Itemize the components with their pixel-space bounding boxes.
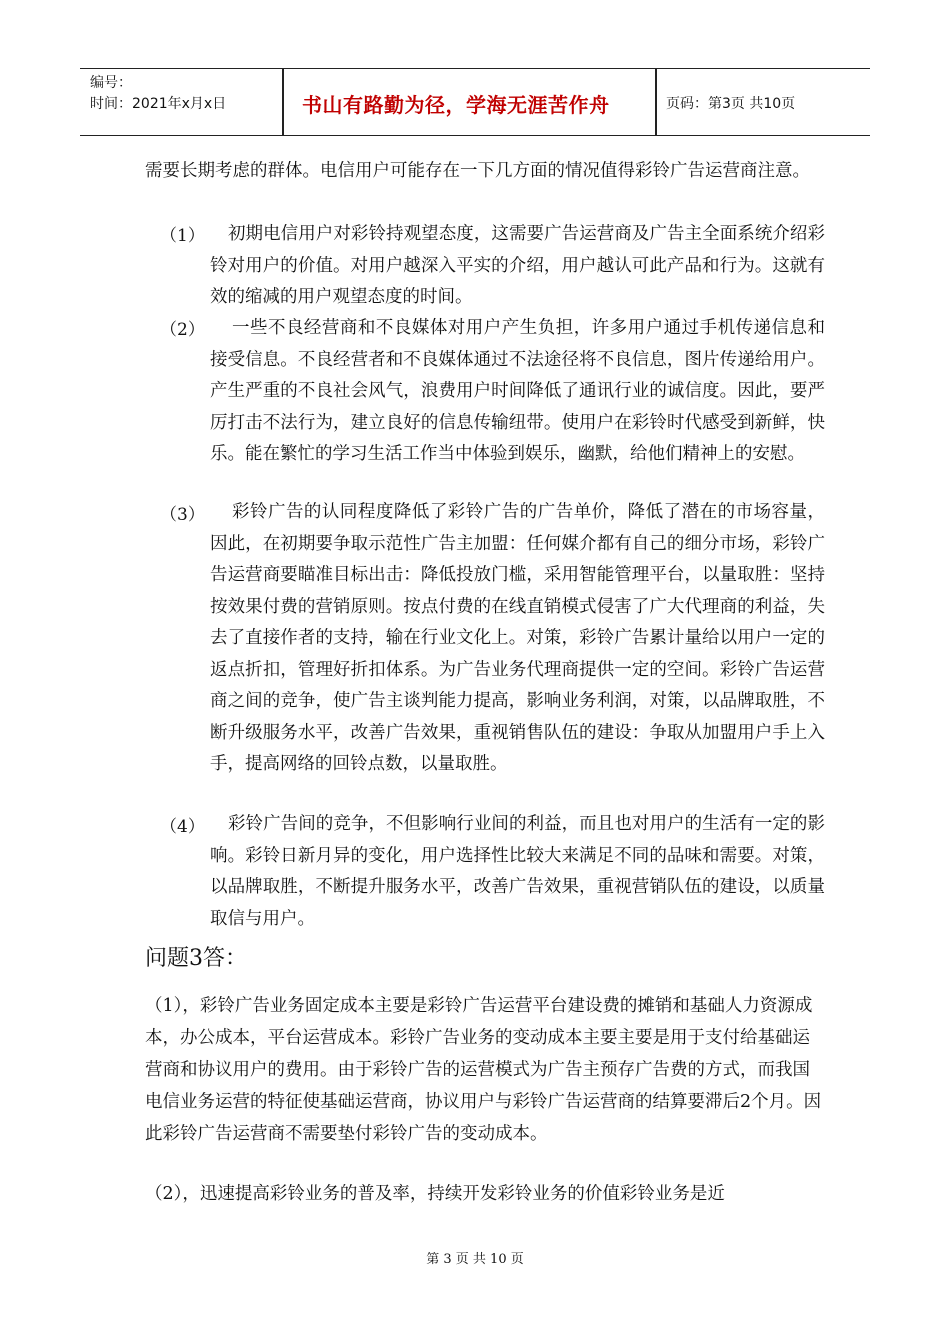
- header-page-info: 页码：第3页 共10页: [666, 96, 796, 112]
- header-divider: [655, 69, 657, 135]
- intro-paragraph: 需要长期考虑的群体。电信用户可能存在一下几方面的情况值得彩铃广告运营商注意。: [145, 161, 810, 181]
- page-header: [80, 68, 870, 136]
- item-text: 彩铃广告间的竞争，不但影响行业间的利益，而且也对用户的生活有一定的影响。彩铃日新月异的变化，用户选择性比较大来满足不同的品味和需要。对策，以品牌取胜，不断提升服务水平，改善广告效果，重视营销队伍的建设，以质量取信与用户。: [210, 814, 825, 929]
- header-motto: 书山有路勤为径，学海无涯苦作舟: [302, 93, 610, 117]
- item-number: （1）: [160, 226, 205, 246]
- page-footer: 第 3 页 共 10 页: [426, 1252, 524, 1267]
- answer-paragraph: （1），彩铃广告业务固定成本主要是彩铃广告运营平台建设费的摊销和基础人力资源成本，办公成本，平台运营成本。彩铃广告业务的变动成本主要主要是用于支付给基础运营商和协议用户的费用。由于彩铃广告的运营模式为广告主预存广告费的方式，而我国电信业务运营的特征使基础运营商，协议用户与彩铃广告运营商的结算要滞后2个月。因此彩铃广告运营商不需要垫付彩铃广告的变动成本。: [145, 996, 822, 1144]
- item-text: 一些不良经营商和不良媒体对用户产生负担，许多用户通过手机传递信息和接受信息。不良经营者和不良媒体通过不法途径将不良信息，图片传递给用户。产生严重的不良社会风气，浪费用户时间降低了通讯行业的诚信度。因此，要严厉打击不法行为，建立良好的信息传输纽带。使用户在彩铃时代感受到新鲜，快乐。能在繁忙的学习生活工作当中体验到娱乐，幽默，给他们精神上的安慰。: [210, 318, 825, 464]
- header-meta: [90, 73, 226, 115]
- item-number: （4）: [160, 817, 205, 837]
- item-number: （2）: [160, 320, 205, 340]
- item-number: （3）: [160, 505, 205, 525]
- item-text: 初期电信用户对彩铃持观望态度，这需要广告运营商及广告主全面系统介绍彩铃对用户的价值。对用户越深入平实的介绍，用户越认可此产品和行为。这就有效的缩减的用户观望态度的时间。: [210, 224, 825, 307]
- section-title: 问题3答：: [145, 946, 247, 971]
- header-divider: [282, 69, 284, 135]
- time-label: 时间：2021年x月x日: [90, 96, 227, 112]
- item-text: 彩铃广告的认同程度降低了彩铃广告的广告单价，降低了潜在的市场容量，因此，在初期要争取示范性广告主加盟：任何媒介都有自己的细分市场，彩铃广告运营商要瞄准目标出击：降低投放门槛，采用智能管理平台，以量取胜：坚持按效果付费的营销原则。按点付费的在线直销模式侵害了广大代理商的利益，失去了直接作者的支持，输在行业文化上。对策，彩铃广告累计量给以用户一定的返点折扣，管理好折扣体系。为广告业务代理商提供一定的空间。彩铃广告运营商之间的竞争，使广告主谈判能力提高，影响业务利润，对策，以品牌取胜，不断升级服务水平，改善广告效果，重视销售队伍的建设：争取从加盟用户手上入手，提高网络的回铃点数，以量取胜。: [210, 502, 825, 774]
- answer-paragraph: （2），迅速提高彩铃业务的普及率，持续开发彩铃业务的价值彩铃业务是近: [145, 1184, 725, 1204]
- serial-label: 编号：: [90, 75, 132, 91]
